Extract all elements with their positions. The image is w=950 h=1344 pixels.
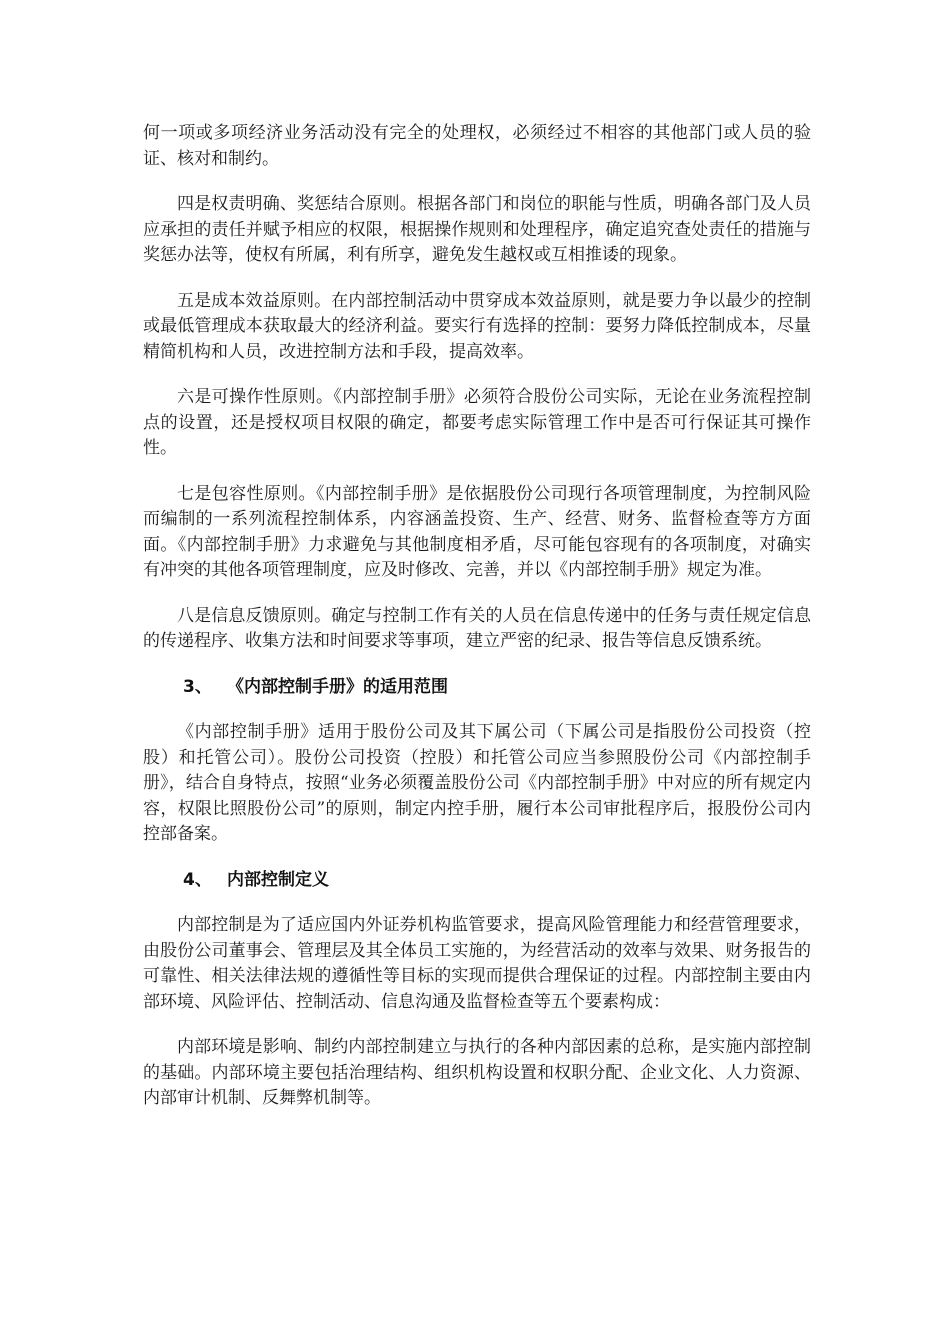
paragraph-scope: 《内部控制手册》适用于股份公司及其下属公司（下属公司是指股份公司投资（控股）和托管公司）。股份公司投资（控股）和托管公司应当参照股份公司《内部控制手册》，结合自身特点，按照“业务必须覆盖股份公司《内部控制手册》中对应的所有规定内容，权限比照股份公司”的原则，制定内控手册，履行本公司审批程序后，报股份公司内控部备案。 [143, 722, 811, 844]
paragraph-principle-4: 四是权责明确、奖惩结合原则。根据各部门和岗位的职能与性质，明确各部门及人员应承担的责任并赋予相应的权限，根据操作规则和处理程序，确定追究查处责任的措施与奖惩办法等，使权有所属，利有所享，避免发生越权或互相推诿的现象。 [143, 194, 811, 265]
section-heading-3 [143, 675, 811, 701]
paragraph-principle-8: 八是信息反馈原则。确定与控制工作有关的人员在信息传递中的任务与责任规定信息的传递程序、收集方法和时间要求等事项，建立严密的纪录、报告等信息反馈系统。 [143, 605, 811, 651]
section-number-3: 3、 [183, 676, 212, 697]
section-heading-4 [143, 868, 811, 894]
paragraph-internal-environment: 内部环境是影响、制约内部控制建立与执行的各种内部因素的总称，是实施内部控制的基础。内部环境主要包括治理结构、组织机构设置和权职分配、企业文化、人力资源、内部审计机制、反舞弊机制等。 [143, 1037, 811, 1108]
section-title-3: 《内部控制手册》的适用范围 [227, 676, 448, 697]
document-body [143, 121, 811, 1132]
paragraph-principle-5: 五是成本效益原则。在内部控制活动中贯穿成本效益原则，就是要力争以最少的控制或最低管理成本获取最大的经济利益。要实行有选择的控制：要努力降低控制成本，尽量精简机构和人员，改进控制方法和手段，提高效率。 [143, 290, 811, 362]
section-title-4: 内部控制定义 [227, 869, 329, 890]
paragraph-principle-6: 六是可操作性原则。《内部控制手册》必须符合股份公司实际，无论在业务流程控制点的设置，还是授权项目权限的确定，都要考虑实际管理工作中是否可行保证其可操作性。 [143, 387, 811, 458]
paragraph-principle-7: 七是包容性原则。《内部控制手册》是依据股份公司现行各项管理制度，为控制风险而编制的一系列流程控制体系，内容涵盖投资、生产、经营、财务、监督检查等方方面面。《内部控制手册》力求避免与其他制度相矛盾，尽可能包容现有的各项制度，对确实有冲突的其他各项管理制度，应及时修改、完善，并以《内部控制手册》规定为准。 [143, 483, 811, 580]
paragraph-definition: 内部控制是为了适应国内外证券机构监管要求，提高风险管理能力和经营管理要求，由股份公司董事会、管理层及其全体员工实施的，为经营活动的效率与效果、财务报告的可靠性、相关法律法规的遵循性等目标的实现而提供合理保证的过程。内部控制主要由内部环境、风险评估、控制活动、信息沟通及监督检查等五个要素构成： [143, 915, 811, 1012]
section-number-4: 4、 [183, 869, 212, 890]
paragraph-continuation: 何一项或多项经济业务活动没有完全的处理权，必须经过不相容的其他部门或人员的验证、核对和制约。 [143, 123, 811, 169]
